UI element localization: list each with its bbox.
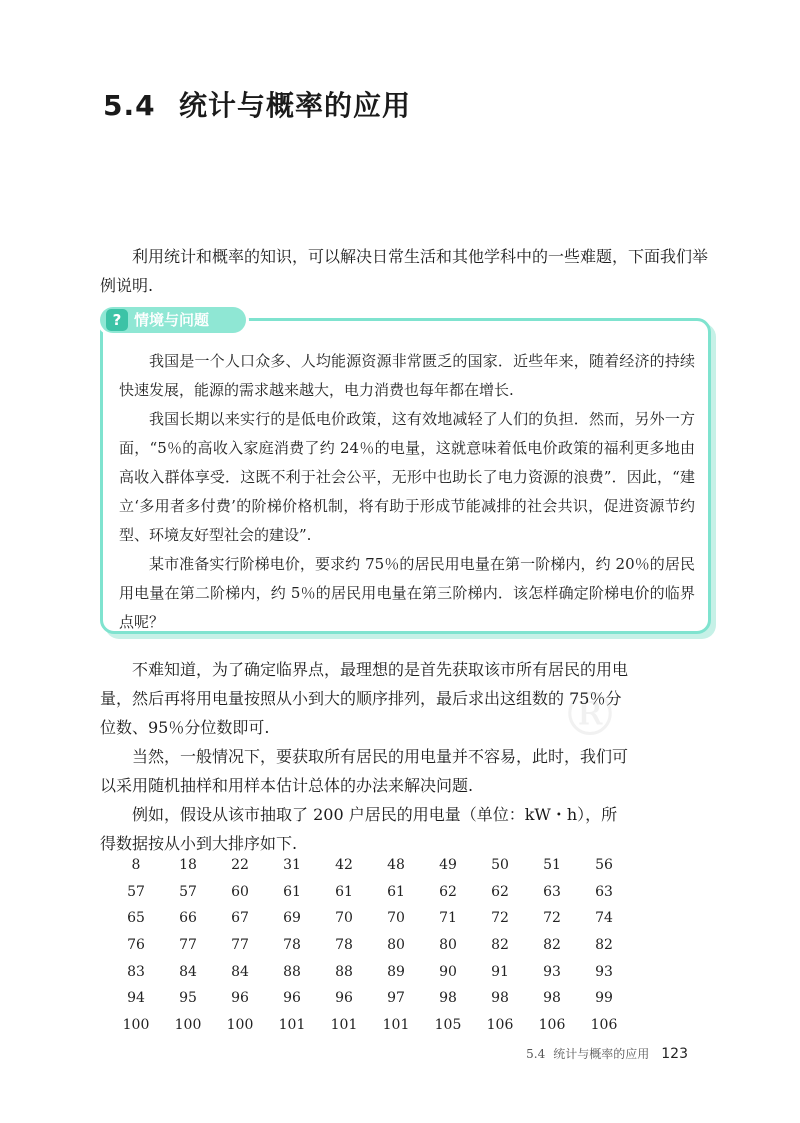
- data-cell: 56: [595, 857, 613, 874]
- data-cell: 100: [174, 1016, 202, 1033]
- situation-body: [119, 347, 695, 637]
- data-cell: 90: [439, 963, 457, 980]
- data-cell: 61: [335, 883, 353, 900]
- table-row: [110, 1012, 630, 1039]
- data-cell: 88: [335, 963, 353, 980]
- section-title-text: 统计与概率的应用: [179, 89, 412, 122]
- page-number: 123: [661, 1046, 688, 1062]
- data-cell: 105: [434, 1016, 462, 1033]
- data-cell: 61: [283, 883, 301, 900]
- data-cell: 51: [543, 857, 561, 874]
- data-cell: 80: [439, 937, 457, 954]
- data-cell: 82: [491, 937, 509, 954]
- data-cell: 101: [278, 1016, 306, 1033]
- table-row: [110, 958, 630, 985]
- data-cell: 76: [127, 937, 145, 954]
- data-cell: 99: [595, 990, 613, 1007]
- data-cell: 77: [179, 937, 197, 954]
- data-cell: 57: [127, 883, 145, 900]
- data-cell: 65: [127, 910, 145, 927]
- data-cell: 100: [226, 1016, 254, 1033]
- table-row: [110, 852, 630, 879]
- electricity-data-table: [110, 852, 630, 1038]
- data-cell: 106: [486, 1016, 514, 1033]
- question-icon: ?: [106, 309, 128, 331]
- data-cell: 50: [491, 857, 509, 874]
- section-number: 5.4: [103, 89, 156, 122]
- main-text: [100, 655, 630, 858]
- data-cell: 91: [491, 963, 509, 980]
- section-title: [103, 84, 411, 124]
- page-footer: [526, 1045, 688, 1062]
- data-cell: 106: [538, 1016, 566, 1033]
- data-cell: 62: [491, 883, 509, 900]
- data-cell: 49: [439, 857, 457, 874]
- data-cell: 67: [231, 910, 249, 927]
- data-cell: 97: [387, 990, 405, 1007]
- data-cell: 80: [387, 937, 405, 954]
- situation-paragraph: 某市准备实行阶梯电价，要求约 75％的居民用电量在第一阶梯内，约 20％的居民用电量在第二阶梯内，约 5％的居民用电量在第三阶梯内．该怎样确定阶梯电价的临界点呢？: [119, 555, 695, 631]
- data-cell: 70: [335, 910, 353, 927]
- table-row: [110, 932, 630, 959]
- data-cell: 22: [231, 857, 249, 874]
- data-cell: 82: [543, 937, 561, 954]
- footer-section-number: 5.4: [526, 1047, 546, 1061]
- table-row: [110, 905, 630, 932]
- data-cell: 8: [131, 857, 141, 874]
- table-row: [110, 879, 630, 906]
- data-cell: 74: [595, 910, 613, 927]
- data-cell: 93: [595, 963, 613, 980]
- data-cell: 66: [179, 910, 197, 927]
- data-cell: 84: [231, 963, 249, 980]
- situation-label: 情境与问题: [134, 311, 210, 329]
- data-cell: 88: [283, 963, 301, 980]
- data-cell: 95: [179, 990, 197, 1007]
- data-cell: 70: [387, 910, 405, 927]
- data-cell: 72: [543, 910, 561, 927]
- watermark-mark: ®: [560, 680, 620, 750]
- situation-box: [100, 311, 711, 634]
- data-cell: 61: [387, 883, 405, 900]
- data-cell: 83: [127, 963, 145, 980]
- data-cell: 69: [283, 910, 301, 927]
- data-cell: 78: [335, 937, 353, 954]
- data-cell: 63: [543, 883, 561, 900]
- data-cell: 72: [491, 910, 509, 927]
- situation-tab: [100, 307, 246, 333]
- data-cell: 84: [179, 963, 197, 980]
- data-cell: 101: [330, 1016, 358, 1033]
- main-paragraph: 不难知道，为了确定临界点，最理想的是首先获取该市所有居民的用电量，然后再将用电量按照从小到大的顺序排列，最后求出这组数的 75％分位数、95％分位数即可.: [100, 660, 629, 737]
- data-cell: 98: [491, 990, 509, 1007]
- situation-paragraph: 我国长期以来实行的是低电价政策，这有效地减轻了人们的负担．然而，另外一方面，“5％的高收入家庭消费了约 24％的电量，这就意味着低电价政策的福利更多地由高收入群体享受．这既不利于社会公平，无形中也助长了电力资源的浪费”．因此，“建立‘多用者多付费’的阶梯价格机制，将有助于形成节能减排的社会共识，促进资源节约型、环境友好型社会的建设”.: [119, 410, 695, 544]
- data-cell: 82: [595, 937, 613, 954]
- data-cell: 96: [335, 990, 353, 1007]
- data-cell: 78: [283, 937, 301, 954]
- data-cell: 98: [439, 990, 457, 1007]
- data-cell: 77: [231, 937, 249, 954]
- data-cell: 62: [439, 883, 457, 900]
- data-cell: 93: [543, 963, 561, 980]
- data-cell: 57: [179, 883, 197, 900]
- data-cell: 106: [590, 1016, 618, 1033]
- data-cell: 60: [231, 883, 249, 900]
- situation-paragraph: 我国是一个人口众多、人均能源资源非常匮乏的国家．近些年来，随着经济的持续快速发展，能源的需求越来越大，电力消费也每年都在增长.: [119, 352, 695, 399]
- data-cell: 100: [122, 1016, 150, 1033]
- data-cell: 101: [382, 1016, 410, 1033]
- intro-paragraph: [100, 242, 710, 300]
- data-cell: 31: [283, 857, 301, 874]
- data-cell: 96: [231, 990, 249, 1007]
- main-paragraph: 例如，假设从该市抽取了 200 户居民的用电量（单位：kW・h），所得数据按从小到大排序如下.: [100, 805, 618, 853]
- data-cell: 71: [439, 910, 457, 927]
- data-cell: 18: [179, 857, 197, 874]
- data-cell: 98: [543, 990, 561, 1007]
- data-cell: 48: [387, 857, 405, 874]
- table-row: [110, 985, 630, 1012]
- intro-text: 利用统计和概率的知识，可以解决日常生活和其他学科中的一些难题，下面我们举例说明.: [100, 247, 709, 295]
- data-cell: 89: [387, 963, 405, 980]
- main-paragraph: 当然，一般情况下，要获取所有居民的用电量并不容易，此时，我们可以采用随机抽样和用样本估计总体的办法来解决问题.: [100, 747, 629, 795]
- data-cell: 42: [335, 857, 353, 874]
- data-cell: 63: [595, 883, 613, 900]
- footer-section-title: 统计与概率的应用: [553, 1047, 650, 1061]
- data-cell: 94: [127, 990, 145, 1007]
- data-cell: 96: [283, 990, 301, 1007]
